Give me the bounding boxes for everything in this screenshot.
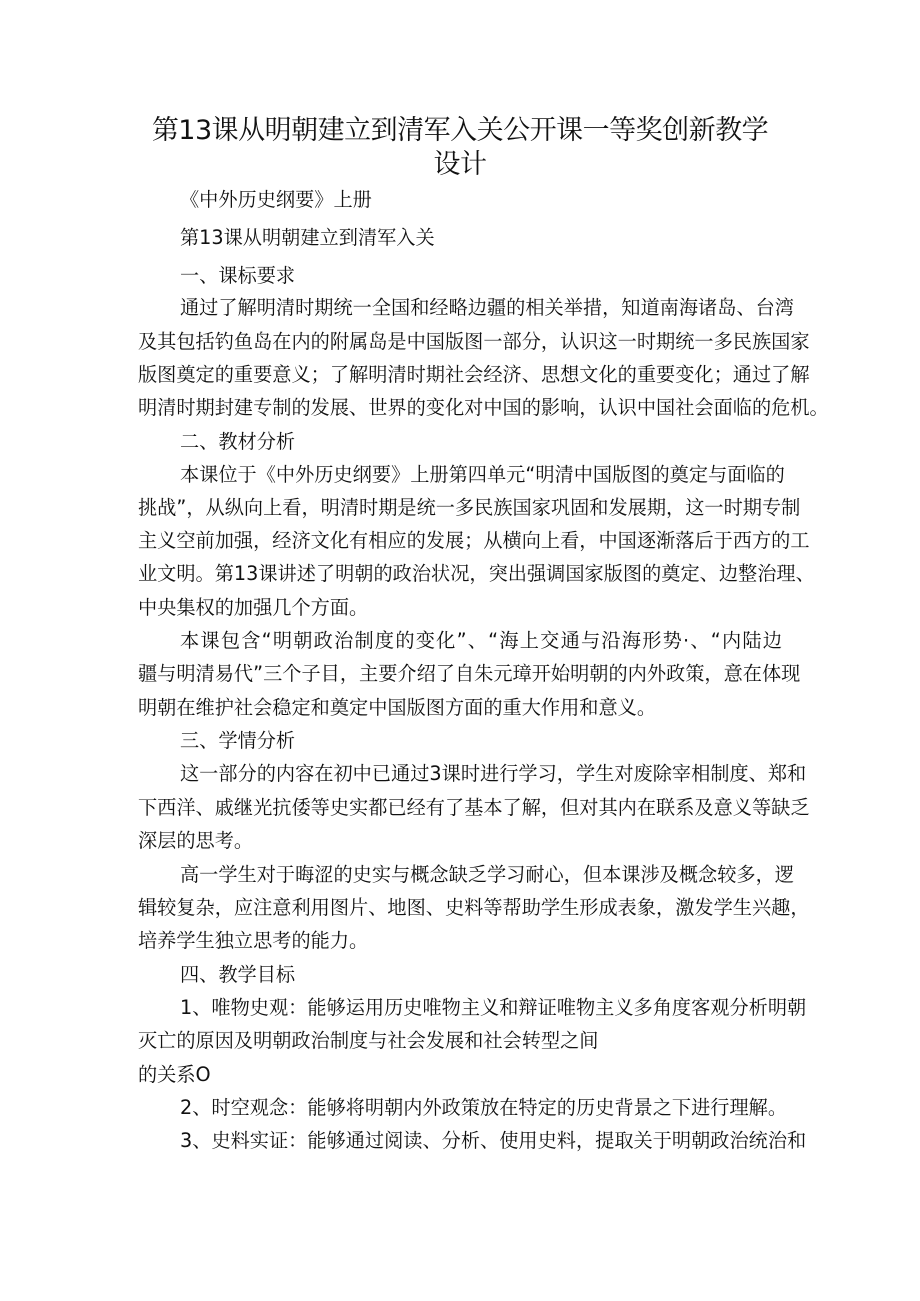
document-title-line-2: 设计 xyxy=(433,149,487,180)
paragraph-line: 及其包括钓鱼岛在内的附属岛是中国版图一部分，认识这一时期统一多民族国家 xyxy=(138,330,810,353)
document-title-line-1: 第13课从明朝建立到清军入关公开课一等奖创新教学 xyxy=(151,115,769,146)
paragraph-line: 业文明。第13课讲述了明朝的政治状况，突出强调国家版图的奠定、边整治理、 xyxy=(138,562,815,585)
paragraph-line: 中央集权的加强几个方面。 xyxy=(138,596,369,619)
paragraph-line: 本课位于《中外历史纲要》上册第四单元“明清中国版图的奠定与面临的 xyxy=(180,463,785,486)
section-heading: 一、课标要求 xyxy=(180,264,296,287)
paragraph-line: 明清时期封建专制的发展、世界的变化对中国的影响，认识中国社会面临的危机。 xyxy=(138,396,829,419)
paragraph-line: 本课包含“明朝政治制度的变化”、“海上交通与沿海形势·、“内陆边 xyxy=(180,629,782,652)
section-heading: 二、教材分析 xyxy=(180,430,296,453)
paragraph-line: 培养学生独立思考的能力。 xyxy=(138,929,369,952)
paragraph-line: 3、史料实证：能够通过阅读、分析、使用史料，提取关于明朝政治统治和 xyxy=(180,1129,807,1152)
lesson-name: 第13课从明朝建立到清军入关 xyxy=(180,226,435,249)
section-heading: 四、教学目标 xyxy=(180,963,296,986)
paragraph-line: 2、时空观念：能够将明朝内外政策放在特定的历史背景之下进行理解。 xyxy=(180,1096,788,1119)
paragraph-line: 灭亡的原因及明朝政治制度与社会发展和社会转型之间 xyxy=(138,1029,599,1052)
paragraph-line: 明朝在维护社会稳定和奠定中国版图方面的重大作用和意义。 xyxy=(138,696,657,719)
paragraph-line: 下西洋、戚继光抗倭等史实都已经有了基本了解，但对其内在联系及意义等缺乏 xyxy=(138,796,810,819)
paragraph-line: 1、唯物史观：能够运用历史唯物主义和辩证唯物主义多角度客观分析明朝 xyxy=(180,996,807,1019)
paragraph-line: 通过了解明清时期统一全国和经略边疆的相关举措，知道南海诸岛、台湾 xyxy=(180,296,794,319)
paragraph-line: 的关系O xyxy=(138,1063,211,1086)
section-heading: 三、学情分析 xyxy=(180,729,296,752)
paragraph-line: 挑战”，从纵向上看，明清时期是统一多民族国家巩固和发展期，这一时期专制 xyxy=(138,496,801,519)
paragraph-line: 这一部分的内容在初中已通过3课时进行学习，学生对废除宰相制度、郑和 xyxy=(180,762,807,785)
paragraph-line: 疆与明清易代”三个子目，主要介绍了自朱元璋开始明朝的内外政策，意在体现 xyxy=(138,662,801,685)
paragraph-line: 深层的思考。 xyxy=(138,829,254,852)
textbook-name: 《中外历史纲要》上册 xyxy=(180,188,372,211)
paragraph-line: 主义空前加强，经济文化有相应的发展；从横向上看，中国逐渐落后于西方的工 xyxy=(138,529,810,552)
paragraph-line: 高一学生对于晦涩的史实与概念缺乏学习耐心，但本课涉及概念较多，逻 xyxy=(180,863,794,886)
paragraph-line: 辑较复杂，应注意利用图片、地图、史料等帮助学生形成表象，激发学生兴趣， xyxy=(138,896,810,919)
paragraph-line: 版图奠定的重要意义；了解明清时期社会经济、思想文化的重要变化；通过了解 xyxy=(138,363,810,386)
